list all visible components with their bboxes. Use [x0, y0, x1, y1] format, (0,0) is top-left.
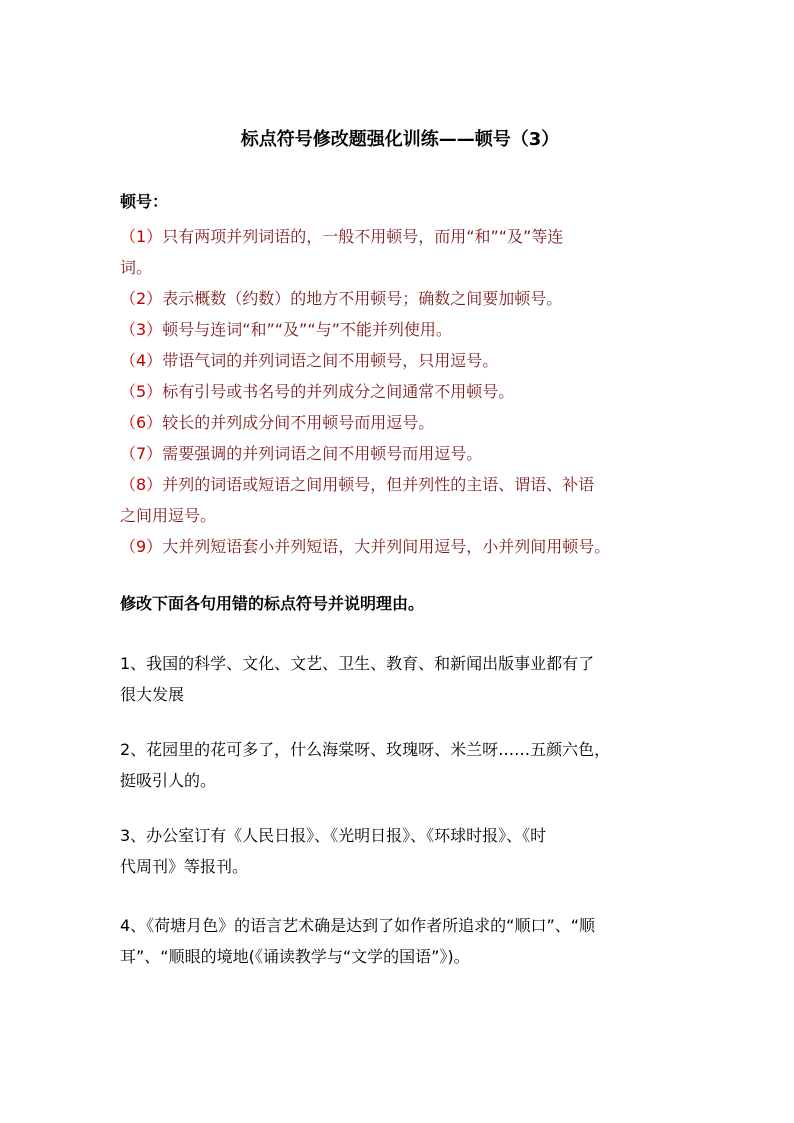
- question-line: 1、我国的科学、文化、文艺、卫生、教育、和新闻出版事业都有了: [120, 654, 595, 673]
- rule-item-5: [120, 376, 690, 407]
- rule-text: 并列的词语或短语之间用顿号，但并列性的主语、谓语、补语: [162, 475, 595, 494]
- rule-item-3: [120, 314, 690, 345]
- question-line: 2、花园里的花可多了，什么海棠呀、玫瑰呀、米兰呀……五颜六色，: [120, 740, 611, 759]
- rule-text: 大并列短语套小并列短语，大并列间用逗号，小并列间用顿号。: [162, 537, 611, 556]
- rule-number: （3）: [120, 320, 163, 339]
- rule-item-6: [120, 407, 690, 438]
- rule-number: （5）: [120, 382, 163, 401]
- exercise-instruction: 修改下面各句用错的标点符号并说明理由。: [120, 594, 425, 613]
- rule-item-1: [120, 221, 690, 283]
- rule-number: （7）: [120, 444, 163, 463]
- section-heading: 顿号：: [120, 192, 169, 211]
- rule-number: （2）: [120, 289, 163, 308]
- rule-number: （6）: [120, 413, 163, 432]
- question-line: 很大发展: [120, 685, 185, 704]
- question-2: [120, 734, 690, 796]
- question-3: [120, 820, 690, 882]
- question-line: 4、《荷塘月色》的语言艺术确是达到了如作者所追求的“顺口”、“顺: [120, 916, 596, 935]
- question-4: [120, 910, 690, 972]
- rule-text: 表示概数（约数）的地方不用顿号；确数之间要加顿号。: [162, 289, 563, 308]
- question-1: [120, 648, 690, 710]
- rules-list: [120, 221, 690, 562]
- question-line: 3、办公室订有《人民日报》、《光明日报》、《环球时报》、《时: [120, 826, 547, 845]
- rule-number: （1）: [120, 227, 163, 246]
- rule-number: （8）: [120, 475, 163, 494]
- rule-text: 较长的并列成分间不用顿号而用逗号。: [162, 413, 435, 432]
- question-line: 挺吸引人的。: [120, 771, 217, 790]
- rule-item-7: [120, 438, 690, 469]
- question-line: 代周刊》等报刊。: [120, 857, 249, 876]
- rule-text: 需要强调的并列词语之间不用顿号而用逗号。: [162, 444, 483, 463]
- rule-text-continued: 词。: [120, 258, 153, 277]
- rule-number: （9）: [120, 537, 163, 556]
- rule-item-4: [120, 345, 690, 376]
- rule-number: （4）: [120, 351, 163, 370]
- rule-text: 标有引号或书名号的并列成分之间通常不用顿号。: [162, 382, 515, 401]
- rule-item-2: [120, 283, 690, 314]
- rule-text: 顿号与连词“和”“及”“与”不能并列使用。: [162, 320, 452, 339]
- page-title: 标点符号修改题强化训练——顿号（3）: [240, 129, 560, 150]
- rule-text: 只有两项并列词语的，一般不用顿号，而用“和”“及”等连: [162, 227, 564, 246]
- rule-text: 带语气词的并列词语之间不用顿号，只用逗号。: [162, 351, 499, 370]
- rule-item-8: [120, 469, 690, 531]
- question-line: 耳”、“顺眼的境地(《诵读教学与“文学的国语”》)。: [120, 947, 470, 966]
- rule-item-9: [120, 531, 690, 562]
- rule-text-continued: 之间用逗号。: [120, 506, 217, 525]
